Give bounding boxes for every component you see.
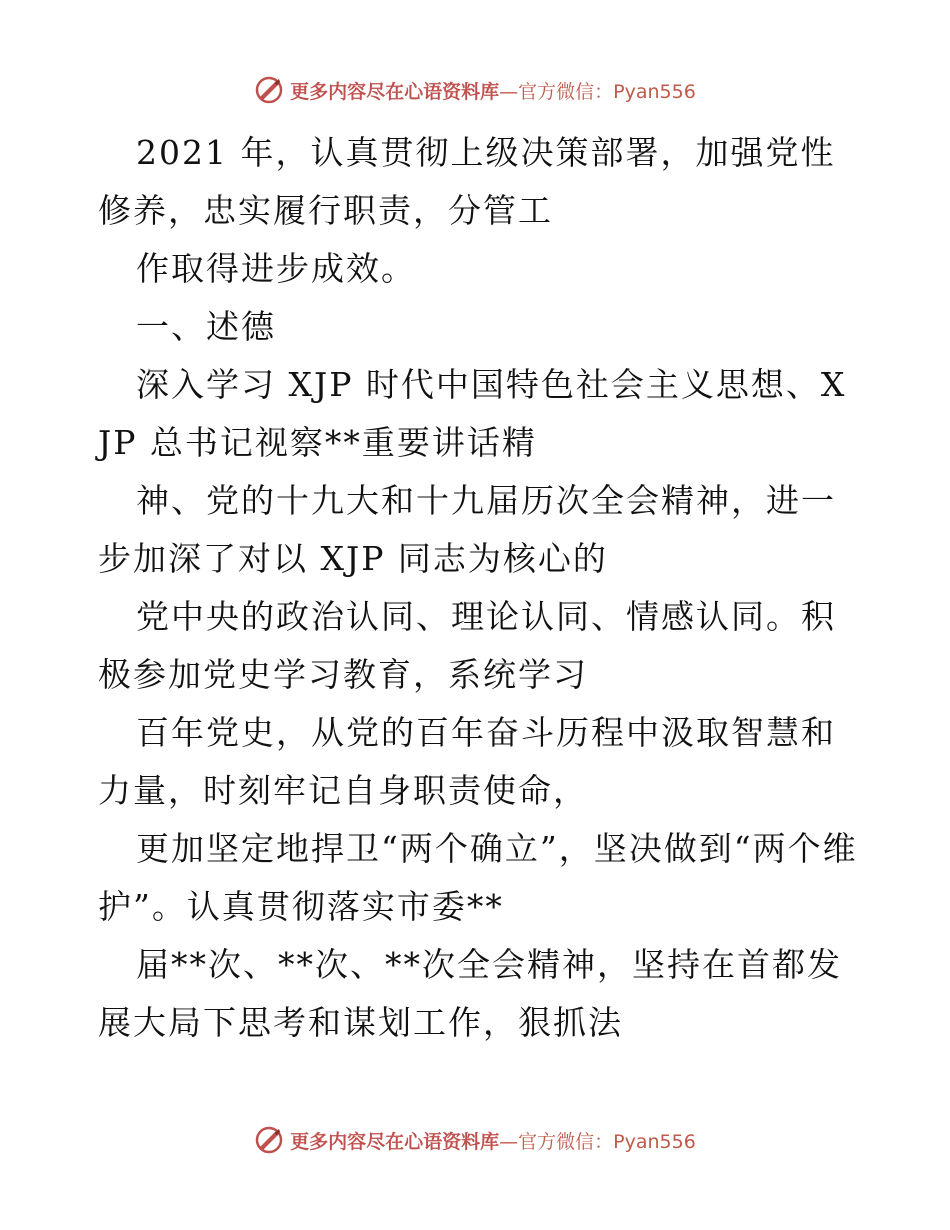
paragraph-intro-continued: 作取得进步成效。 [136, 249, 416, 288]
header-watermark [0, 70, 950, 110]
document-body [98, 124, 858, 1052]
section-heading: 一、述德 [136, 307, 276, 346]
paragraph-study: 深入学习 XJP 时代中国特色社会主义思想、XJP 总书记视察**重要讲话精 [98, 365, 847, 462]
watermark-text [290, 77, 696, 104]
watermark-main-text: 更多内容尽在心语资料库 [290, 80, 500, 103]
watermark-main-text: 更多内容尽在心语资料库 [290, 1130, 500, 1153]
paragraph-study-continued-5: 届**次、**次、**次全会精神，坚持在首都发展大局下思考和谋划工作，狠抓法 [98, 945, 842, 1042]
watermark-sub-text: —官方微信：Pyan556 [499, 80, 696, 103]
quill-logo-icon [254, 1125, 284, 1155]
footer-watermark [0, 1120, 950, 1160]
paragraph-study-continued-1: 神、党的十九大和十九届历次全会精神，进一步加深了对以 XJP 同志为核心的 [98, 481, 836, 578]
watermark-sub-text: —官方微信：Pyan556 [499, 1130, 696, 1153]
watermark-text [290, 1127, 696, 1154]
paragraph-intro: 2021 年，认真贯彻上级决策部署，加强党性修养，忠实履行职责，分管工 [98, 133, 836, 230]
paragraph-study-continued-2: 党中央的政治认同、理论认同、情感认同。积极参加党史学习教育，系统学习 [98, 597, 836, 694]
paragraph-study-continued-4: 更加坚定地捍卫“两个确立”，坚决做到“两个维护”。认真贯彻落实市委** [98, 829, 858, 926]
quill-logo-icon [254, 75, 284, 105]
paragraph-study-continued-3: 百年党史，从党的百年奋斗历程中汲取智慧和力量，时刻牢记自身职责使命， [98, 713, 836, 810]
